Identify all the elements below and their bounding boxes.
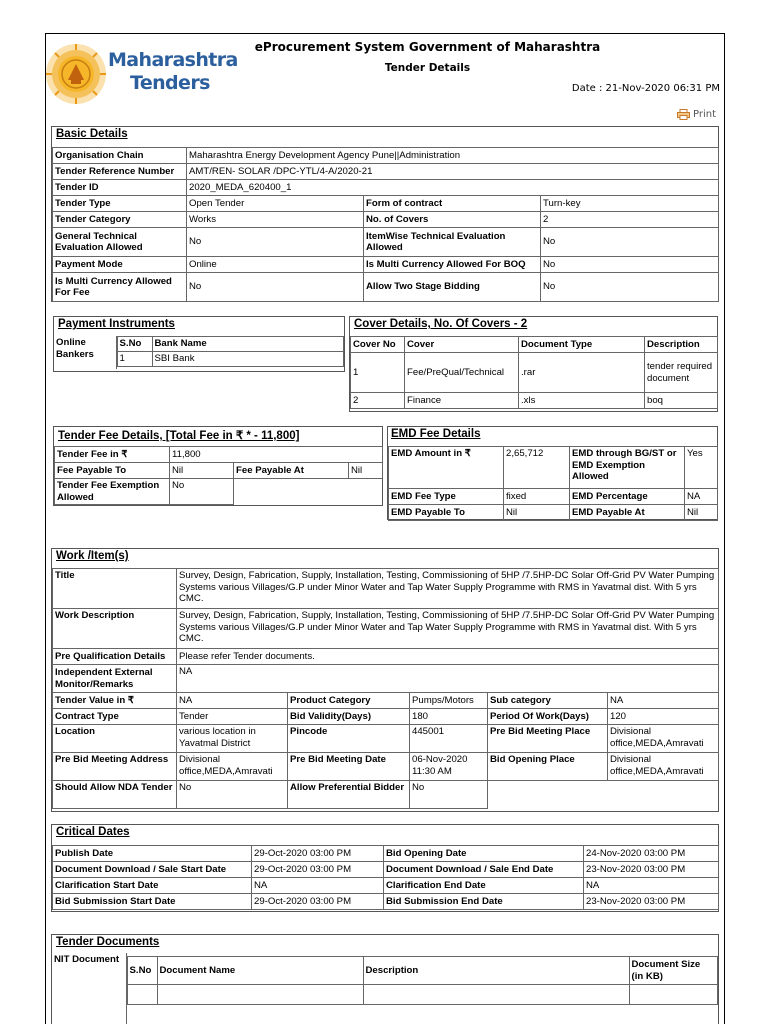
pre-bid-address-value: Divisional office,MEDA,Amravati: [177, 753, 288, 781]
emd-payable-at-label: EMD Payable At: [570, 505, 685, 521]
sub-category-label: Sub category: [488, 693, 608, 709]
pre-bid-address-label: Pre Bid Meeting Address: [53, 753, 177, 781]
prequal-value: Please refer Tender documents.: [177, 649, 719, 665]
download-end-value: 23-Nov-2020 03:00 PM: [584, 862, 719, 878]
doc-sno-header: S.No: [127, 957, 157, 985]
fee-exemption-label: Tender Fee Exemption Allowed: [55, 479, 170, 505]
table-row: [127, 985, 717, 1005]
cover-doctype: .rar: [519, 353, 645, 393]
clarification-start-label: Clarification Start Date: [53, 878, 252, 894]
contract-type-label: Contract Type: [53, 709, 177, 725]
cover-no: 2: [351, 393, 405, 409]
tender-value-label: Tender Value in ₹: [53, 693, 177, 709]
tender-value-value: NA: [177, 693, 288, 709]
cover-no: 1: [351, 353, 405, 393]
printer-icon: [677, 109, 690, 120]
print-button[interactable]: [677, 109, 716, 120]
product-category-label: Product Category: [288, 693, 410, 709]
tender-ref-label: Tender Reference Number: [53, 164, 187, 180]
form-of-contract-value: Turn-key: [541, 196, 719, 212]
download-end-label: Document Download / Sale End Date: [384, 862, 584, 878]
prequal-label: Pre Qualification Details: [53, 649, 177, 665]
payment-instruments-heading: Payment Instruments: [58, 318, 175, 330]
payment-instruments-table: [54, 336, 344, 369]
org-chain-label: Organisation Chain: [53, 148, 187, 164]
fee-exemption-value: No: [170, 479, 234, 505]
work-items-table: [52, 568, 719, 809]
multi-currency-fee-label: Is Multi Currency Allowed For Fee: [53, 273, 187, 302]
multi-currency-fee-value: No: [187, 273, 364, 302]
submission-start-label: Bid Submission Start Date: [53, 894, 252, 910]
publish-date-value: 29-Oct-2020 03:00 PM: [252, 846, 384, 862]
tender-ref-value: AMT/REN- SOLAR /DPC-YTL/4-A/2020-21: [187, 164, 719, 180]
bank-sno-header: S.No: [117, 337, 152, 352]
fee-payable-at-label: Fee Payable At: [234, 463, 349, 479]
emd-fee-table: [388, 446, 718, 521]
preferential-bidder-value: No: [410, 781, 488, 809]
critical-dates-table: [52, 845, 719, 910]
emd-payable-at-value: Nil: [685, 505, 718, 521]
emd-payable-to-label: EMD Payable To: [389, 505, 504, 521]
critical-dates-heading: Critical Dates: [56, 826, 130, 838]
org-chain-value: Maharashtra Energy Development Agency Pune||Administration: [187, 148, 719, 164]
fee-payable-to-label: Fee Payable To: [55, 463, 170, 479]
bid-opening-date-label: Bid Opening Date: [384, 846, 584, 862]
clarification-start-value: NA: [252, 878, 384, 894]
general-technical-evaluation-label: General Technical Evaluation Allowed: [53, 228, 187, 257]
cover-header: Cover: [405, 337, 519, 353]
emd-amount-value: 2,65,712: [504, 447, 570, 489]
two-stage-bidding-value: No: [541, 273, 719, 302]
multi-currency-boq-value: No: [541, 257, 719, 273]
preferential-bidder-label: Allow Preferential Bidder: [288, 781, 410, 809]
cover-desc: tender required document: [645, 353, 718, 393]
emd-payable-to-value: Nil: [504, 505, 570, 521]
two-stage-bidding-label: Allow Two Stage Bidding: [364, 273, 541, 302]
period-of-work-label: Period Of Work(Days): [488, 709, 608, 725]
submission-end-value: 23-Nov-2020 03:00 PM: [584, 894, 719, 910]
product-category-value: Pumps/Motors: [410, 693, 488, 709]
pre-bid-date-label: Pre Bid Meeting Date: [288, 753, 410, 781]
tender-type-value: Open Tender: [187, 196, 364, 212]
cover-no-header: Cover No: [351, 337, 405, 353]
nit-document-cell: [126, 953, 718, 1024]
multi-currency-boq-label: Is Multi Currency Allowed For BOQ: [364, 257, 541, 273]
emd-percentage-label: EMD Percentage: [570, 489, 685, 505]
tender-fee-label: Tender Fee in ₹: [55, 447, 170, 463]
emd-fee-type-label: EMD Fee Type: [389, 489, 504, 505]
table-row: [351, 353, 718, 393]
general-technical-evaluation-value: No: [187, 228, 364, 257]
cover-doctype: .xls: [519, 393, 645, 409]
bank-name: SBI Bank: [152, 352, 343, 367]
sub-category-value: NA: [608, 693, 719, 709]
clarification-end-value: NA: [584, 878, 719, 894]
pre-bid-place-label: Pre Bid Meeting Place: [488, 725, 608, 753]
period-of-work-value: 120: [608, 709, 719, 725]
download-start-value: 29-Oct-2020 03:00 PM: [252, 862, 384, 878]
doc-name-header: Document Name: [157, 957, 363, 985]
cover-name: Finance: [405, 393, 519, 409]
emd-bg-value: Yes: [685, 447, 718, 489]
basic-details-heading: Basic Details: [56, 128, 128, 140]
state-seal-icon: [44, 42, 108, 106]
work-items-heading: Work /Item(s): [56, 550, 129, 562]
work-description-value: Survey, Design, Fabrication, Supply, Installation, Testing, Commissioning of 5HP /7.5HP-DC Solar Off-Grid PV Water Pumping Systems various Villages/G.P under Minor Water and Tap Water Supply Programme with RMS in Yavatmal dist. With 5 yrs CMC.: [177, 609, 719, 649]
tender-documents-table: [52, 953, 718, 1024]
submission-start-value: 29-Oct-2020 03:00 PM: [252, 894, 384, 910]
brand-line-2: Tenders: [130, 72, 210, 94]
tender-fee-table: [54, 446, 383, 505]
site-title: eProcurement System Government of Maharashtra: [254, 40, 601, 54]
payment-mode-value: Online: [187, 257, 364, 273]
tender-id-label: Tender ID: [53, 180, 187, 196]
emd-fee-heading: EMD Fee Details: [391, 428, 481, 440]
fee-payable-at-value: Nil: [349, 463, 383, 479]
bank-name-header: Bank Name: [152, 337, 343, 352]
maharashtra-tenders-logo[interactable]: [44, 42, 238, 104]
nit-document-label: NIT Document: [52, 953, 126, 1024]
bank-sno: 1: [117, 352, 152, 367]
basic-details-table: [52, 147, 719, 302]
bank-list-table: [117, 336, 344, 367]
submission-end-label: Bid Submission End Date: [384, 894, 584, 910]
bid-opening-date-value: 24-Nov-2020 03:00 PM: [584, 846, 719, 862]
location-label: Location: [53, 725, 177, 753]
tender-id-value: 2020_MEDA_620400_1: [187, 180, 719, 196]
work-title-label: Title: [53, 569, 177, 609]
doc-size-header: Document Size (in KB): [629, 957, 717, 985]
form-of-contract-label: Form of contract: [364, 196, 541, 212]
document-type-header: Document Type: [519, 337, 645, 353]
print-label: Print: [692, 109, 716, 120]
bid-validity-value: 180: [410, 709, 488, 725]
itemwise-technical-evaluation-value: No: [541, 228, 719, 257]
payment-mode-label: Payment Mode: [53, 257, 187, 273]
fee-payable-to-value: Nil: [170, 463, 234, 479]
page-subtitle: Tender Details: [384, 62, 471, 74]
table-row: [351, 393, 718, 409]
no-of-covers-value: 2: [541, 212, 719, 228]
contract-type-value: Tender: [177, 709, 288, 725]
tender-category-value: Works: [187, 212, 364, 228]
itemwise-technical-evaluation-label: ItemWise Technical Evaluation Allowed: [364, 228, 541, 257]
pincode-value: 445001: [410, 725, 488, 753]
online-bankers-label: Online Bankers: [54, 336, 116, 369]
tender-fee-value: 11,800: [170, 447, 383, 463]
report-date: Date : 21-Nov-2020 06:31 PM: [571, 83, 720, 94]
brand-line-1: Maharashtra: [108, 49, 238, 71]
pincode-label: Pincode: [288, 725, 410, 753]
doc-description-header: Description: [363, 957, 629, 985]
cover-details-heading: Cover Details, No. Of Covers - 2: [354, 318, 528, 330]
external-monitor-value: NA: [177, 665, 719, 693]
tender-fee-heading: Tender Fee Details, [Total Fee in ₹ * - 11,800]: [58, 430, 300, 442]
cover-details-table: [350, 336, 718, 409]
bid-opening-place-value: Divisional office,MEDA,Amravati: [608, 753, 719, 781]
table-row: [117, 352, 343, 367]
tender-documents-heading: Tender Documents: [56, 936, 160, 948]
cover-desc: boq: [645, 393, 718, 409]
external-monitor-label: Independent External Monitor/Remarks: [53, 665, 177, 693]
download-start-label: Document Download / Sale Start Date: [53, 862, 252, 878]
pre-bid-place-value: Divisional office,MEDA,Amravati: [608, 725, 719, 753]
work-description-label: Work Description: [53, 609, 177, 649]
bid-validity-label: Bid Validity(Days): [288, 709, 410, 725]
nda-tender-value: No: [177, 781, 288, 809]
emd-bg-label: EMD through BG/ST or EMD Exemption Allowed: [570, 447, 685, 489]
bank-list-cell: [116, 336, 344, 369]
cover-name: Fee/PreQual/Technical: [405, 353, 519, 393]
tender-type-label: Tender Type: [53, 196, 187, 212]
emd-percentage-value: NA: [685, 489, 718, 505]
tender-category-label: Tender Category: [53, 212, 187, 228]
emd-amount-label: EMD Amount in ₹: [389, 447, 504, 489]
clarification-end-label: Clarification End Date: [384, 878, 584, 894]
publish-date-label: Publish Date: [53, 846, 252, 862]
nit-document-table: [127, 956, 718, 1005]
pre-bid-date-value: 06-Nov-2020 11:30 AM: [410, 753, 488, 781]
work-title-value: Survey, Design, Fabrication, Supply, Installation, Testing, Commissioning of 5HP /7.5HP-DC Solar Off-Grid PV Water Pumping Systems various Villages/G.P under Minor Water and Tap Water Supply Programme with RMS in Yavatmal dist. With 5 yrs CMC.: [177, 569, 719, 609]
nda-tender-label: Should Allow NDA Tender: [53, 781, 177, 809]
description-header: Description: [645, 337, 718, 353]
bid-opening-place-label: Bid Opening Place: [488, 753, 608, 781]
no-of-covers-label: No. of Covers: [364, 212, 541, 228]
emd-fee-type-value: fixed: [504, 489, 570, 505]
location-value: various location in Yavatmal District: [177, 725, 288, 753]
